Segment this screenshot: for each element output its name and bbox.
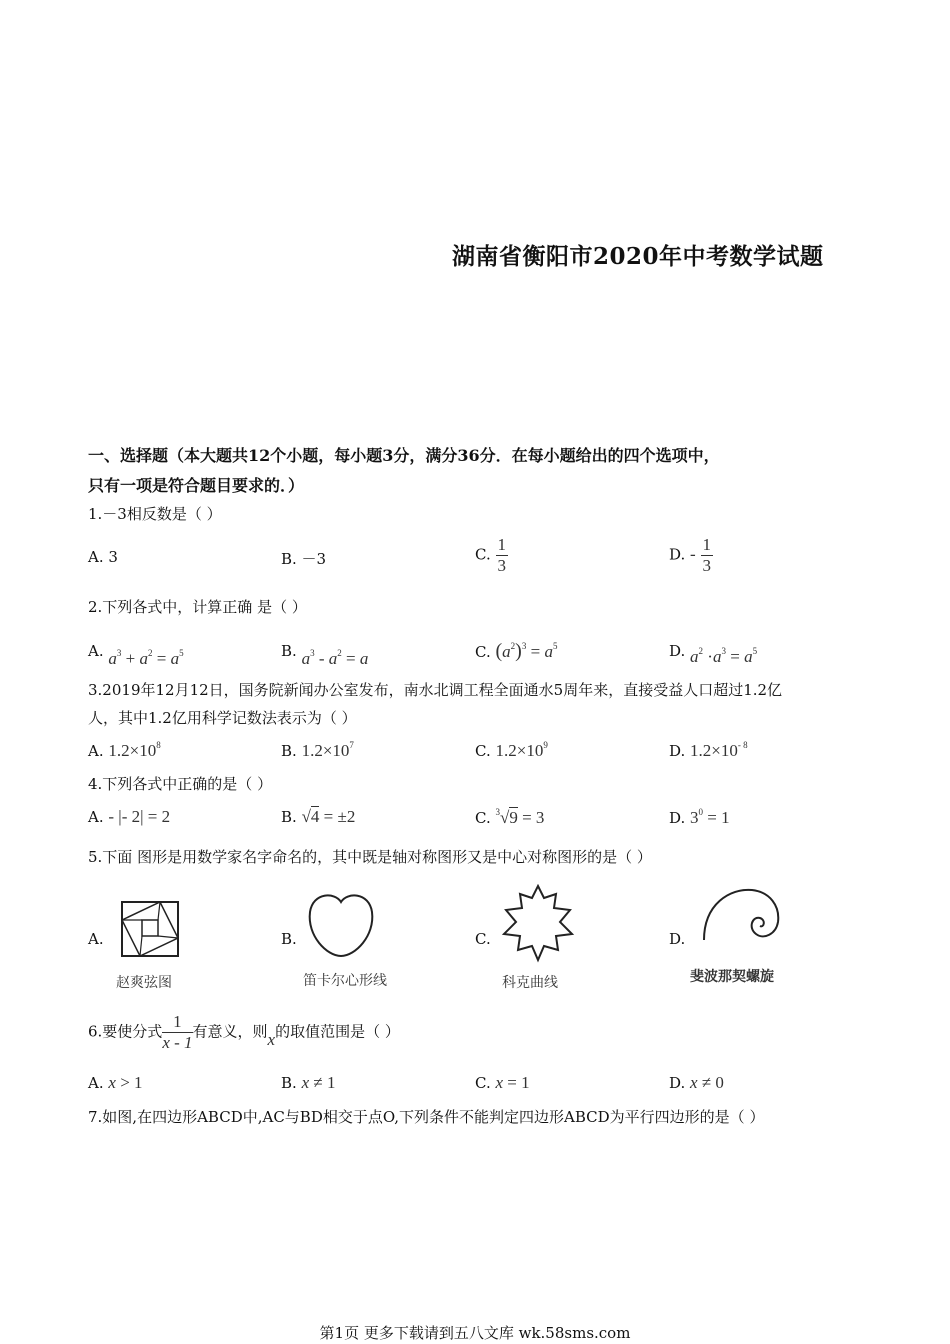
q3-c-exponent: 9	[543, 740, 548, 750]
q3-b-expression	[302, 741, 354, 760]
q5-stem: 5.下面 图形是用数学家名字命名的，其中既是轴对称图形又是中心对称图形的是（ ）	[88, 848, 652, 866]
q3-c-expression	[496, 741, 548, 760]
q6-d-expression: x ≠ 0	[690, 1073, 724, 1092]
q1-c-denominator: 3	[497, 556, 506, 575]
q1-option-c	[475, 535, 508, 576]
q5-option-c-label: C.	[475, 930, 491, 948]
q3-c-mantissa: 1.2×10	[495, 741, 544, 760]
page-title: 湖南省衡阳市2020年中考数学试题	[452, 243, 824, 270]
q3-a-label: A.	[88, 742, 104, 760]
q1-option-a: A. 3	[88, 548, 118, 566]
q4-d-label: D.	[669, 809, 686, 827]
zhao-shuang-diagram-figure	[118, 898, 184, 960]
q6-a-expression: x > 1	[108, 1073, 143, 1092]
q5-option-d-label: D.	[669, 930, 686, 948]
q2-a-label: A.	[88, 642, 104, 660]
q4-stem: 4.下列各式中正确的是（ ）	[88, 775, 273, 793]
q3-d-exponent: - 8	[737, 740, 748, 750]
q4-a-expression: - |- 2| = 2	[108, 807, 171, 826]
q2-option-c	[475, 640, 557, 663]
q3-option-a	[88, 740, 161, 761]
page-footer: 第1页 更多下载请到五八文库 wk.58sms.com	[319, 1324, 631, 1342]
q6-stem-post: 的取值范围是（ ）	[275, 1022, 400, 1041]
q6-stem-pre: 6.要使分式	[88, 1022, 163, 1041]
q4-option-c	[475, 807, 544, 828]
q6-variable: x	[267, 1029, 276, 1049]
q4-option-a	[88, 807, 170, 827]
q6-option-b	[281, 1073, 335, 1093]
q3-a-exponent: 8	[156, 740, 161, 750]
q1-option-d	[669, 535, 713, 576]
q1-option-b: B. －3	[281, 550, 327, 568]
q3-a-mantissa: 1.2×10	[108, 741, 157, 760]
q4-b-expression: √4 = ±2	[301, 807, 356, 826]
q4-d-expression: $3^0 = 1$	[690, 807, 730, 827]
q3-d-mantissa: 1.2×10	[690, 741, 738, 760]
q3-a-expression	[108, 741, 160, 760]
q1-option-d-fraction	[701, 535, 714, 576]
q3-d-expression	[690, 741, 748, 760]
q3-b-mantissa: 1.2×10	[301, 741, 350, 760]
q2-stem: 2.下列各式中，计算正确 是（ ）	[88, 598, 307, 616]
q2-option-b	[281, 640, 369, 668]
q6-fraction-denominator: x - 1	[162, 1033, 193, 1052]
q2-b-expression: $a^3 - a^2 = a$	[301, 648, 369, 668]
q3-c-label: C.	[475, 742, 491, 760]
q1-stem: 1.－3相反数是（ ）	[88, 505, 222, 523]
q6-b-expression: x ≠ 1	[301, 1073, 336, 1092]
q6-option-d	[669, 1073, 724, 1093]
q1-d-sign: -	[690, 544, 696, 564]
q3-option-b	[281, 740, 354, 761]
q6-a-label: A.	[88, 1074, 104, 1092]
q1-c-numerator: 1	[497, 535, 506, 554]
q6-d-label: D.	[669, 1074, 686, 1092]
q4-c-label: C.	[475, 809, 491, 827]
q3-b-exponent: 7	[349, 740, 354, 750]
q2-option-d	[669, 640, 758, 666]
q3-option-d	[669, 740, 748, 761]
q5-b-caption: 笛卡尔心形线	[303, 973, 387, 989]
q5-option-a-label: A.	[88, 930, 104, 948]
q6-fraction-numerator: 1	[162, 1012, 192, 1033]
q6-stem	[88, 1012, 400, 1053]
q5-option-b-label: B.	[281, 930, 297, 948]
q4-b-label: B.	[281, 808, 297, 826]
q6-stem-mid: 有意义，则	[192, 1022, 268, 1041]
q5-d-caption: 斐波那契螺旋	[690, 969, 774, 985]
q1-option-d-label: D.	[669, 545, 686, 564]
q1-d-denominator: 3	[702, 556, 711, 575]
q6-c-label: C.	[475, 1074, 491, 1092]
q3-option-c	[475, 740, 548, 761]
q2-c-expression: $(a^2)^3 = a^5$	[495, 640, 558, 662]
q4-option-d	[669, 807, 730, 828]
section-heading-line2: 只有一项是符合题目要求的．）	[88, 476, 305, 495]
cardioid-figure	[305, 888, 377, 960]
koch-snowflake-figure	[500, 884, 576, 964]
q6-option-a	[88, 1073, 143, 1093]
q6-option-c	[475, 1073, 530, 1093]
q2-d-expression: $a^2 \cdot a^3 = a^5$	[690, 646, 758, 666]
q2-b-label: B.	[281, 642, 297, 660]
q5-c-caption: 科克曲线	[502, 975, 558, 991]
q3-stem-line2: 人，其中1.2亿用科学记数法表示为（ ）	[88, 709, 357, 727]
fibonacci-spiral-figure	[700, 884, 784, 948]
section-heading-line1: 一、选择题（本大题共12个小题，每小题3分，满分36分．在每小题给出的四个选项中，	[88, 446, 720, 465]
q5-a-caption: 赵爽弦图	[116, 975, 172, 991]
q7-stem: 7.如图,在四边形ABCD中,AC与BD相交于点O,下列条件不能判定四边形ABCD为平行四边形的是（ ）	[88, 1108, 765, 1126]
q4-a-label: A.	[88, 808, 104, 826]
q1-option-c-label: C.	[475, 545, 491, 564]
q6-fraction	[162, 1012, 192, 1053]
q1-d-numerator: 1	[702, 535, 711, 554]
q2-option-a	[88, 640, 184, 668]
q1-option-c-fraction	[496, 535, 509, 576]
q3-b-label: B.	[281, 742, 297, 760]
q2-d-label: D.	[669, 642, 686, 660]
q2-a-expression: $a^3 + a^2 = a^5$	[108, 648, 184, 668]
q6-c-expression: x = 1	[495, 1073, 530, 1092]
q6-b-label: B.	[281, 1074, 297, 1092]
q2-c-label: C.	[475, 643, 491, 661]
q4-option-b	[281, 807, 355, 827]
q3-d-label: D.	[669, 742, 686, 760]
q4-c-expression: $^3$√9 = 3	[495, 807, 545, 827]
q3-stem-line1: 3.2019年12月12日，国务院新闻办公室发布，南水北调工程全面通水5周年来，直接受益人口超过1.2亿	[88, 681, 783, 699]
